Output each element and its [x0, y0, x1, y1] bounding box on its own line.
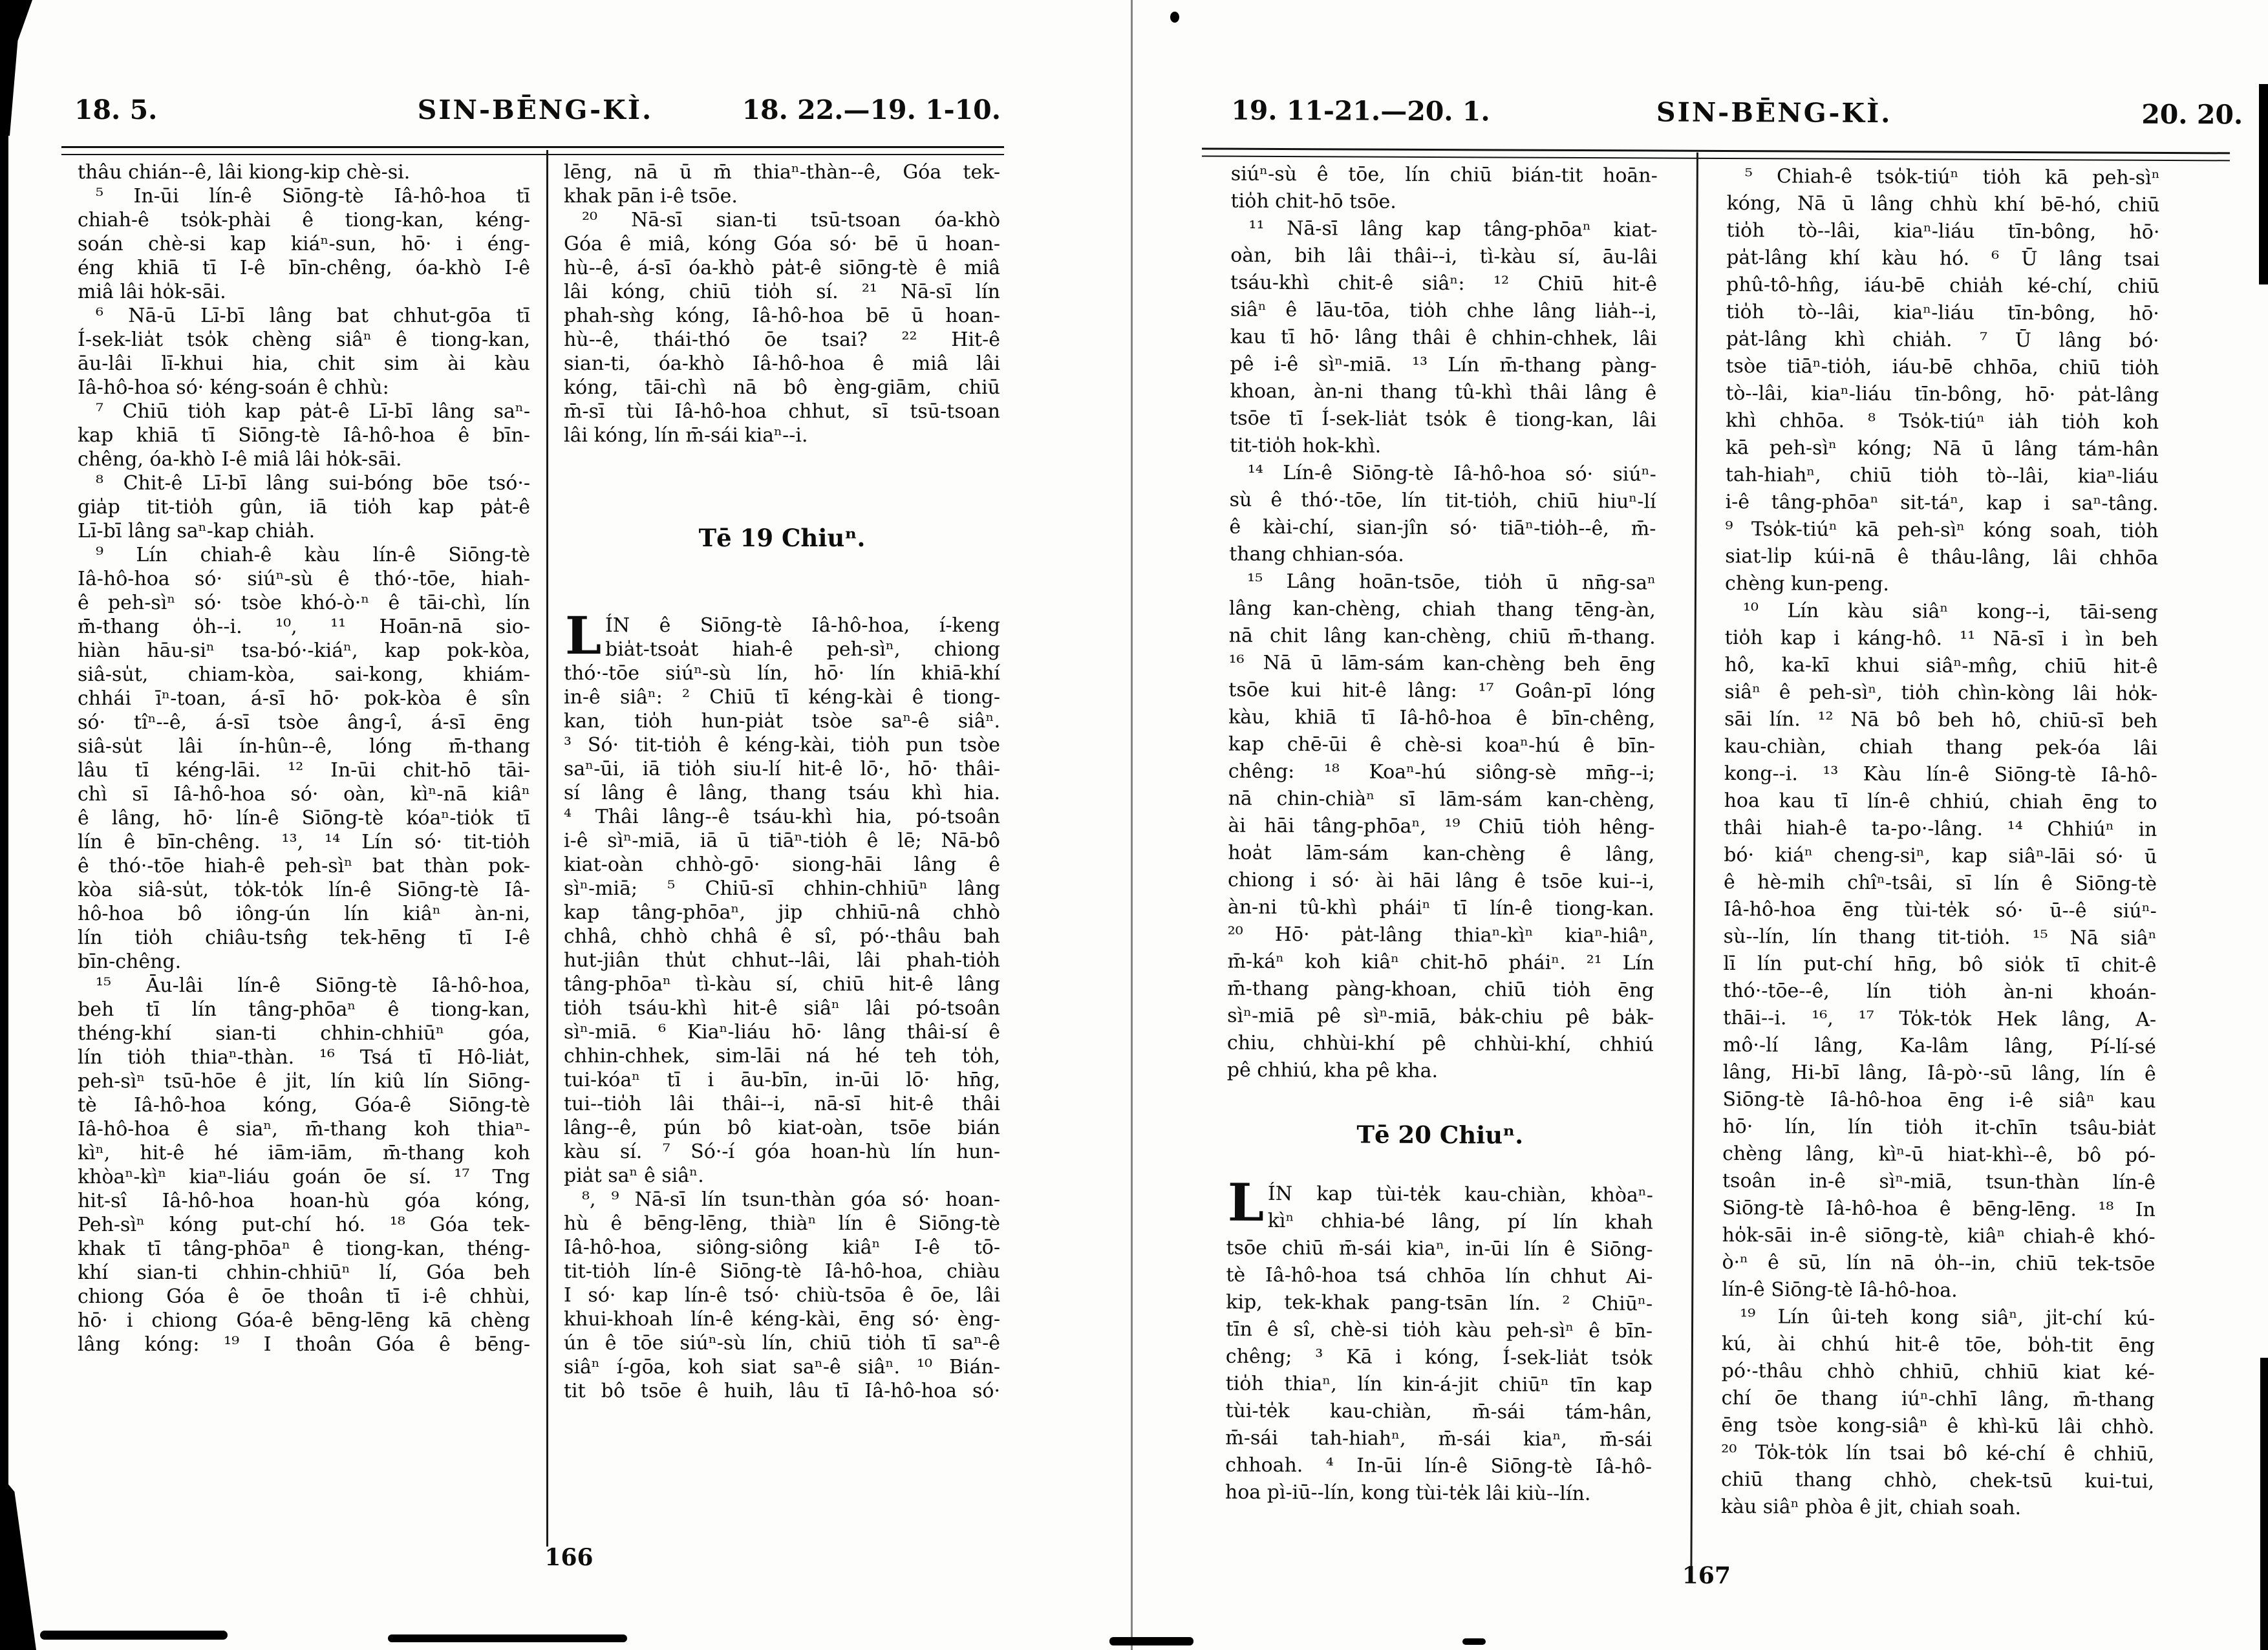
text-line: Iâ-hô-hoa ê siaⁿ, m̄-thang koh thiaⁿ- [78, 1118, 530, 1141]
text-line: m̄-sái tah-hiahⁿ, m̄-sái kiaⁿ, m̄-sái [1225, 1426, 1653, 1452]
text-line: Iâ-hô-hoa só· kéng-soán ê chhù: [78, 376, 389, 399]
text-column [564, 160, 1000, 1403]
text-line: chiah-ê tso̍k-phài ê tiong-kan, kéng- [78, 209, 530, 231]
text-line: ho̍k-sāi in-ê siōng-tè, kiâⁿ chiah-ê khó- [1722, 1223, 2156, 1248]
page-title: SIN-BĒNG-KÌ. [417, 94, 654, 125]
scan-artifact [40, 1631, 228, 1640]
text-line: chiong Góa ê ōe thoân tī i-ê chhùi, [78, 1285, 530, 1308]
header-left-reference: 18. 5. [74, 94, 158, 125]
text-line: kàu siâⁿ phòa ê ji̍t, chiah soah. [1720, 1495, 2022, 1520]
text-line: Siōng-tè Iâ-hô-hoa ê bēng-lēng. ¹⁸ In [1722, 1196, 2156, 1221]
page-number: 167 [1682, 1561, 1731, 1590]
text-line: phû-tô-hn̂g, iáu-bē chia̍h ké-chí, chiū [1726, 273, 2160, 298]
text-line: ⁸ Chit-ê Lī-bī lâng sui-bóng bōe tsó·- [96, 472, 530, 495]
text-line: mô·-lí lâng, Ka-lâm lâng, Pí-lí-sé [1722, 1033, 2157, 1058]
header-rule [61, 146, 1004, 148]
text-line: kau-chiàn, chiah thang pek-óa lâi [1724, 734, 2158, 760]
text-line: hō· i chiong Góa-ê bēng-lēng kā chèng [78, 1309, 530, 1332]
text-line: m̄-káⁿ koh kiâⁿ chit-hō pháiⁿ. ²¹ Lín [1227, 950, 1654, 975]
scan-artifact [0, 0, 8, 1650]
text-line: in-ê siâⁿ: ² Chiū tī kéng-kài ê tiong- [564, 686, 1000, 709]
text-line: ⁹ Tso̍k-tiúⁿ kā peh-sìⁿ kóng soah, tio̍h [1725, 517, 2159, 542]
text-line: hoa kau tī lín-ê chhiú, chiah ēng to [1724, 789, 2157, 814]
text-line: khí sian-ti chhin-chhiūⁿ lí, Góa beh [78, 1261, 530, 1284]
text-line: Iâ-hô-hoa ēng tùi-te̍k só· ū--ê siúⁿ- [1723, 897, 2157, 923]
text-line: m̄-thang o̍h--i. ¹⁰, ¹¹ Hoān-nā sio- [78, 616, 530, 638]
paragraph [1230, 215, 1658, 462]
text-line: ⁸, ⁹ Nā-sī lín tsun-thàn góa só· hoan- [582, 1188, 1000, 1211]
text-line: thâi hiah-ê ta-po·-lâng. ¹⁴ Chhiúⁿ in [1724, 816, 2157, 841]
text-line: ⁶ Nā-ū Lī-bī lâng bat chhut-gōa tī [96, 305, 530, 327]
text-line: siâ-su̍t, chiam-kòa, sai-kong, khiám- [78, 663, 530, 686]
text-line: théng-khí sian-ti chhin-chhiūⁿ góa, [78, 1022, 530, 1045]
text-line: m̄-thang pàng-khoan, chiū tio̍h ēng [1227, 977, 1654, 1002]
text-line: bīn-chêng. [78, 950, 182, 973]
text-line: hù--ê, á-sī óa-khò pa̍t-ê siōng-tè ê miâ [564, 257, 1000, 279]
text-line: ¹⁶ Nā ū lām-sám kan-chèng beh ēng [1228, 651, 1656, 676]
text-line: siâ-su̍t lâi ín-hûn--ê, lóng m̄-thang [78, 735, 530, 758]
text-line: kap khiā tī Siōng-tè Iâ-hô-hoa ê bīn- [78, 424, 530, 447]
text-line: tio̍h chit-hō tsōe. [1230, 189, 1396, 213]
text-line: kong--i. ¹³ Kàu lín-ê Siōng-tè Iâ-hô- [1724, 762, 2157, 787]
text-line: bia̍t-tsoa̍t hiah-ê peh-sìⁿ, chiong [605, 638, 1000, 661]
text-line: ⁵ Chiah-ê tso̍k-tiúⁿ tio̍h kā peh-sìⁿ [1744, 165, 2160, 189]
text-line: I só· kap lín-ê tsó· chiù-tsōa ê ōe, lâi [564, 1284, 1000, 1307]
scan-artifact [2259, 84, 2268, 284]
text-line: pa̍t-lâng khì chia̍h. ⁷ Ū lâng bó· [1726, 328, 2159, 352]
paragraph [78, 304, 530, 400]
text-line: kóng, tāi-chì nā bô èng-giām, chiū [564, 376, 1000, 399]
text-line: tīn ê sî, chè-si tio̍h kàu peh-sìⁿ ê bīn- [1225, 1318, 1653, 1343]
text-line: hō· lín, lín tio̍h it-chīn tsâu-bia̍t [1722, 1115, 2156, 1140]
text-line: hoa̍t lām-sám kan-chèng ê lâng, [1228, 841, 1655, 866]
text-line: ¹⁴ Lín-ê Siōng-tè Iâ-hô-hoa só· siúⁿ- [1247, 461, 1656, 486]
text-line: kòa siâ-su̍t, to̍k-to̍k lín-ê Siōng-tè Iâ- [78, 879, 530, 901]
page-number: 166 [544, 1544, 594, 1571]
header-rule [1202, 155, 2230, 161]
text-line: kìⁿ chhia-bé lâng, pí lín khah [1267, 1209, 1653, 1234]
text-line: tit-tio̍h lín-ê Siōng-tè Iâ-hô-hoa, chiàu [564, 1260, 1000, 1283]
text-line: kap tâng-phōaⁿ, jip chhiū-nâ chhò [564, 901, 1000, 924]
page-spine [1131, 0, 1133, 1650]
text-line: lín tio̍h thiaⁿ-thàn. ¹⁶ Tsá tī Hô-lia̍t, [78, 1046, 530, 1069]
text-line: ²⁰ To̍k-to̍k lín tsai bô ké-chí ê chhiū, [1721, 1441, 2155, 1466]
text-line: tui-kóaⁿ tī i āu-bīn, in-ūi lō· hn̄g, [564, 1069, 1000, 1091]
text-line: Peh-sìⁿ kóng put-chí hó. ¹⁸ Góa tek- [78, 1214, 530, 1236]
text-line: khoan, àn-ni thang tû-khì thâi lâng ê [1230, 380, 1657, 405]
text-line: ¹⁵ Lâng hoān-tsōe, tio̍h ū nn̄g-saⁿ [1247, 570, 1656, 595]
header-rule [61, 154, 1004, 155]
text-line: ¹¹ Nā-sī lâng kap tâng-phōaⁿ kiat- [1248, 217, 1658, 242]
text-line: Lī-bī lâng saⁿ-kap chia̍h. [78, 520, 316, 542]
text-line: tio̍h tò--lâi, kiaⁿ-liáu tīn-bông, hō· [1726, 219, 2160, 244]
text-line: ³ Só· tit-tio̍h ê kéng-kài, tio̍h pun tsòe [564, 734, 1000, 756]
text-line: chiū thang chhò, chek-tsū kui-tui, [1720, 1468, 2155, 1493]
text-line: tit-tio̍h hok-khì. [1229, 434, 1382, 458]
text-line: chì sī Iâ-hô-hoa só· oàn, kìⁿ-nā kiâⁿ [78, 783, 530, 806]
text-line: lâu tī kéng-lāi. ¹² In-ūi chit-hō tāi- [78, 759, 530, 782]
text-line: kau tī hō· lâng thâi ê chhin-chhek, lâi [1230, 325, 1657, 350]
text-line: khòaⁿ-kìⁿ kiaⁿ-liáu goán ōe sí. ¹⁷ Tng [78, 1166, 530, 1188]
text-line: kóng, Nā ū lâng chhù khí bē-hó, chiū [1726, 192, 2160, 217]
text-line: siat-li̍p kúi-nā ê thâu-lâng, lâi chhōa [1725, 544, 2159, 570]
text-line: ê lâng, hō· lín-ê Siōng-tè kóaⁿ-tio̍k tī [78, 807, 530, 830]
text-line: pê chhiú, kha pê kha. [1226, 1058, 1439, 1083]
text-line: Iâ-hô-hoa, siông-siông kiâⁿ I-ê tō- [564, 1236, 1000, 1259]
text-line: thó·-tōe--ê, lín tio̍h àn-ni khoán- [1723, 979, 2157, 1004]
paragraph [1229, 460, 1656, 570]
text-line: sìⁿ-miā. ⁶ Kiaⁿ-liáu hō· lâng thâi-sí ê [564, 1021, 1000, 1044]
text-line: siâⁿ ê peh-sìⁿ, tio̍h chìn-kòng lâi ho̍k- [1724, 680, 2158, 705]
text-line: tè Iâ-hô-hoa kóng, Góa-ê Siōng-tè [78, 1094, 530, 1117]
text-line: phah-sǹg kóng, Iâ-hô-hoa bē ū hoan- [564, 305, 1000, 327]
text-line: ¹⁹ Lín ûi-teh kong siâⁿ, ji̍t-chí kú- [1740, 1305, 2156, 1330]
text-line: kip, tek-khak pang-tsān lín. ² Chiūⁿ- [1226, 1291, 1653, 1316]
text-line: siâⁿ í-gōa, koh siat saⁿ-ê siâⁿ. ¹⁰ Bián- [564, 1356, 1000, 1378]
page-title: SIN-BĒNG-KÌ. [1656, 96, 1892, 129]
text-line: khak tī tâng-phōaⁿ ê tiong-kan, théng- [78, 1238, 530, 1260]
text-line: lín-ê Siōng-tè Iâ-hô-hoa. [1722, 1278, 1958, 1302]
text-line: tio̍h thiaⁿ, lín kin-á-jit chiūⁿ tīn kap [1225, 1372, 1653, 1397]
text-line: kìⁿ, hit-ê hé iām-iām, m̄-thang koh [78, 1142, 530, 1164]
chapter-heading: Tē 20 Chiuⁿ. [1356, 1120, 1524, 1150]
text-line: tsoân in-ê sìⁿ-miā, tsun-thàn lín-ê [1722, 1169, 2156, 1194]
header-right-reference: 20. 20. [2141, 98, 2243, 131]
text-line: tùi-te̍k kau-chiàn, m̄-sái tám-hân, [1225, 1399, 1653, 1424]
text-line: thó·-tōe siúⁿ-sù lín, hō· lín khiā-khí [564, 662, 1000, 685]
text-line: pê i-ê sìⁿ-miā. ¹³ Lín m̄-thang pàng- [1230, 352, 1657, 378]
text-line: Siōng-tè Iâ-hô-hoa ēng i-ê siâⁿ kau [1722, 1088, 2156, 1113]
text-column [1225, 161, 1658, 1508]
text-line: lī lín put-chí hn̄g, bô sio̍k tī chit-ê [1723, 952, 2157, 977]
text-line: ún ê tōe siúⁿ-sù lín, chiū tio̍h tī saⁿ-ê [564, 1332, 1000, 1355]
text-line: chhin-chhek, sim-lāi ná hé teh to̍h, [564, 1045, 1000, 1067]
text-line: sian-ti, óa-khò Iâ-hô-hoa ê miâ lâi [564, 352, 1000, 375]
right-page [1127, 0, 2268, 1650]
paragraph [1725, 163, 2160, 599]
text-line: sìⁿ-miā; ⁵ Chiū-sī chhin-chhiūⁿ lâng [564, 877, 1000, 900]
text-line: lâng kan-chèng, chiah thang tēng-àn, [1228, 597, 1656, 622]
text-line: ¹⁰ Lín kàu siâⁿ kong--i, tāi-seng [1742, 599, 2158, 624]
text-line: āu-lâi lī-khui hia, chit sim ài kàu [78, 352, 530, 375]
text-line: lín ê bīn-chêng. ¹³, ¹⁴ Lín só· tit-tio̍h [78, 831, 530, 853]
text-line: chêng; ³ Kā i kóng, Í-sek-lia̍t tso̍k [1225, 1345, 1653, 1370]
text-line: tui--tio̍h lâi thâi--i, nā-sī hit-ê thâi [564, 1093, 1000, 1115]
text-line: ÍN ê Siōng-tè Iâ-hô-hoa, í-keng [605, 614, 1000, 637]
text-line: ⁴ Thâi lâng--ê tsáu-khì hia, pó-tsoân [564, 806, 1000, 828]
paragraph [78, 184, 530, 304]
text-line: nā chit lâng kan-chèng, chiū m̄-thang. [1228, 624, 1656, 649]
text-line: soán chè-si kap kiáⁿ-sun, hō· i éng- [78, 233, 530, 255]
text-line: tah-hiahⁿ, chiū tio̍h tò--lâi, kiaⁿ-liáu [1725, 463, 2159, 488]
text-line: sí lâng ê lâng, thang tsáu khì hia. [564, 782, 1000, 804]
text-line: tio̍h tsáu-khì hit-ê siâⁿ lâi pó-tsoân [564, 997, 1000, 1020]
text-line: Iâ-hô-hoa só· siúⁿ-sù ê thó·-tōe, hiah- [78, 568, 530, 590]
text-column [78, 160, 530, 1356]
text-line: hù ê bēng-lēng, thiàⁿ lín ê Siōng-tè [564, 1212, 1000, 1235]
scan-artifact [2260, 1358, 2268, 1650]
text-line: kiat-oàn chhò-gō· siong-hāi lâng ê [564, 853, 1000, 876]
text-line: peh-sìⁿ tsū-hōe ê ji̍t, lín kiû lín Siōng- [78, 1070, 530, 1093]
text-line: khak pān i-ê tsōe. [564, 185, 738, 208]
text-line: hiàn hāu-siⁿ tsa-bó·-kiáⁿ, kap pok-kòa, [78, 639, 530, 662]
chapter-heading: Tē 19 Chiuⁿ. [698, 524, 866, 552]
text-line: chí ōe thang iúⁿ-chhī lâng, m̄-thang [1721, 1386, 2155, 1411]
paragraph [564, 208, 1000, 447]
scan-artifact [1170, 12, 1179, 23]
text-line: sù ê thó·-tōe, lín tit-tio̍h, chiū hiuⁿ-lí [1229, 488, 1656, 513]
paragraph [78, 400, 530, 471]
text-line: tsōe tī Í-sek-lia̍t tso̍k ê tiong-kan, lâi [1230, 407, 1657, 432]
text-line: ê thó·-tōe hiah-ê peh-sìⁿ bat thàn pok- [78, 855, 530, 877]
text-line: lâng, Hi-bī lâng, Iâ-pò·-sū lâng, lín ê [1722, 1060, 2156, 1086]
text-line: i-ê tâng-phōaⁿ sit-táⁿ, kap i saⁿ-tâng. [1725, 490, 2159, 515]
text-line: oàn, bih lâi thâi--i, tì-kàu sí, āu-lâi [1230, 244, 1658, 269]
text-line: tâng-phōaⁿ tì-kàu sí, chiū hit-ê lâng [564, 973, 1000, 996]
text-line: tsōe kui hit-ê lâng: ¹⁷ Goân-pī lóng [1228, 678, 1656, 703]
text-line: sāi lín. ¹² Nā bô beh hô, chiū-sī beh [1724, 707, 2158, 733]
text-line: sù--lín, lín thang tit-tio̍h. ¹⁵ Nā siâⁿ [1723, 925, 2157, 950]
text-line: àn-ni tû-khì pháiⁿ tī lín-ê tiong-kan. [1227, 895, 1654, 921]
header-rule [1202, 147, 2230, 154]
text-line: lâng kóng: ¹⁹ I thoân Góa ê bēng- [78, 1333, 530, 1356]
text-line: chhái īⁿ-toan, á-sī hō· pok-kòa ê sîn [78, 687, 530, 710]
text-line: ēng tsòe kong-siâⁿ ê khì-kū lâi chhò. [1721, 1413, 2155, 1439]
paragraph [564, 1188, 1000, 1403]
text-line: hut-jiân thu̍t chhut--lâi, lâi phah-tio̍h [564, 949, 1000, 972]
text-line: ÍN kap tùi-te̍k kau-chiàn, khòaⁿ- [1267, 1182, 1654, 1207]
paragraph [78, 543, 530, 974]
text-line: tsòe tiāⁿ-tio̍h, iáu-bē chhōa, chiū tio̍h [1726, 355, 2159, 380]
text-line: miâ lâi ho̍k-sāi. [78, 281, 226, 303]
text-line: ²⁰ Nā-sī sian-ti tsū-tsoan óa-khò [582, 209, 1000, 231]
text-line: ¹⁵ Āu-lâi lín-ê Siōng-tè Iâ-hô-hoa, [96, 974, 530, 997]
text-line: pó·-thâu chhò chhiū, chhiū kiat ké- [1721, 1359, 2155, 1384]
text-line: siâⁿ ê lāu-tōa, tio̍h chhe lâng lia̍h--i, [1230, 298, 1657, 323]
text-line: thang chhian-sóa. [1229, 542, 1404, 566]
text-line: kú, ài chhú hit-ê tōe, bo̍h-tit ēng [1721, 1332, 2156, 1357]
text-line: ⁵ In-ūi lín-ê Siōng-tè Iâ-hô-hoa tī [96, 185, 530, 208]
text-line: ⁷ Chiū tio̍h kap pa̍t-ê Lī-bī lâng saⁿ- [96, 400, 530, 423]
text-line: thāi--i. ¹⁶, ¹⁷ To̍k-to̍k Hek lâng, A- [1723, 1006, 2157, 1031]
text-line: chêng, óa-khò I-ê miâ lâi ho̍k-sāi. [78, 448, 402, 471]
text-line: hit-sî Iâ-hô-hoa hoan-hù góa kóng, [78, 1190, 530, 1212]
text-line: hù--ê, thái-thó ōe tsai? ²² Hit-ê [564, 328, 1000, 351]
text-line: lēng, nā ū m̄ thiaⁿ-thàn--ê, Góa tek- [564, 161, 1000, 184]
text-line: lín tio̍h chiâu-tsn̂g tek-hēng tī I-ê [78, 927, 530, 949]
paragraph [78, 471, 530, 543]
text-line: hoa pì-iū--lín, kong tùi-te̍k lâi kiù--lín. [1225, 1481, 1591, 1506]
chapter-opening-paragraph [564, 605, 1000, 1188]
drop-cap: L [1227, 1172, 1265, 1233]
scan-artifact [1109, 1637, 1193, 1645]
drop-cap: L [565, 605, 602, 666]
paragraph [564, 160, 1000, 208]
paragraph [78, 160, 530, 184]
text-line: ⁹ Lín chiah-ê kàu lín-ê Siōng-tè [96, 544, 530, 566]
text-line: thâu chián--ê, lâi kiong-kip chè-si. [78, 161, 411, 184]
paragraph [1721, 1303, 2155, 1523]
text-line: ò·ⁿ ê sū, lín nā o̍h--in, chiū tek-tsōe [1722, 1250, 2156, 1276]
text-line: m̄-sī tùi Iâ-hô-hoa chhut, sī tsū-tsoan [564, 400, 1000, 423]
column-divider [546, 150, 548, 1547]
text-line: hô-hoa bô iông-ún lín kiâⁿ àn-ni, [78, 903, 530, 925]
text-line: kàu sí. ⁷ Só·-í góa hoan-hù lín hun- [564, 1141, 1000, 1163]
text-line: ê hè-mi̍h chîⁿ-tsâi, sī lín ê Siōng-tè [1723, 870, 2157, 895]
text-line: tò--lâi, kiaⁿ-liáu tīn-bông, hō· pa̍t-lâng [1726, 381, 2159, 407]
text-line: siúⁿ-sù ê tōe, lín chiū bián-tit hoān- [1230, 162, 1658, 188]
text-line: chiong i só· ài hāi lâng ê tsōe kui--i, [1227, 868, 1655, 894]
text-line: ê kài-chí, sian-jîn só· tiāⁿ-tio̍h--ê, m̄- [1229, 515, 1656, 541]
paragraph [1231, 161, 1658, 217]
text-line: chhoah. ⁴ In-ūi lín-ê Siōng-tè Iâ-hô- [1225, 1453, 1653, 1479]
text-line: beh tī lín tâng-phōaⁿ ê tiong-kan, [78, 998, 530, 1021]
text-line: éng khiā tī I-ê bīn-chêng, óa-khò I-ê [78, 257, 530, 279]
text-line: hô, ka-kī khui siâⁿ-mn̂g, chiū hit-ê [1724, 653, 2158, 678]
scan-artifact [1462, 1638, 1486, 1645]
text-line: tsáu-khì chit-ê siâⁿ: ¹² Chiū hit-ê [1230, 271, 1658, 296]
paragraph [1227, 568, 1656, 1086]
text-line: pa̍t-lâng khí kàu hó. ⁶ Ū lâng tsai [1726, 246, 2160, 271]
text-line: chèng kun-peng. [1724, 572, 1890, 596]
text-line: kan, tio̍h hun-pia̍t tsòe saⁿ-ê siâⁿ. [564, 710, 1000, 733]
chapter-opening-paragraph [1225, 1172, 1654, 1508]
text-line: chèng lâng, kìⁿ-ū hiat-khì--ê, bô pó- [1722, 1142, 2156, 1167]
text-line: bó· kiáⁿ cheng-siⁿ, kap siâⁿ-lāi só· ū [1724, 843, 2157, 868]
text-line: tio̍h tò--lâi, kiaⁿ-liáu tīn-bông, hō· [1726, 301, 2159, 325]
text-line: só· tîⁿ--ê, á-sī tsòe âng-î, á-sī ēng [78, 711, 530, 734]
text-line: lâi kóng, lín m̄-sái kiaⁿ--i. [564, 424, 808, 447]
header-right-reference: 18. 22.—19. 1-10. [742, 94, 1001, 125]
text-line: saⁿ-ūi, iā tio̍h siu-lí hit-ê lō·, hō· thâi- [564, 758, 1000, 780]
text-line: ài hāi tâng-phōaⁿ, ¹⁹ Chiū tio̍h hêng- [1228, 814, 1655, 839]
text-line: chiu, chhùi-khí pê chhùi-khí, chhiú [1226, 1031, 1654, 1056]
text-line: ²⁰ Hō· pa̍t-lâng thiaⁿ-kìⁿ kiaⁿ-hiâⁿ, [1227, 923, 1654, 948]
text-line: Í-sek-lia̍t tso̍k chèng siâⁿ ê tiong-kan, [78, 328, 530, 351]
column-divider [1690, 153, 1698, 1569]
text-line: ê peh-sìⁿ só· tsòe khó-ò·ⁿ ê tāi-chì, lín [78, 592, 530, 614]
text-line: nā chin-chiàⁿ sī lām-sám kan-chèng, [1228, 787, 1655, 812]
text-line: kap chē-ūi ê chè-si koaⁿ-hú ê bīn- [1228, 733, 1656, 758]
text-line: pia̍t saⁿ ê siâⁿ. [564, 1164, 704, 1187]
text-line: lâi kóng, chiū tio̍h sí. ²¹ Nā-sī lín [564, 281, 1000, 303]
text-line: tit bô tsōe ê huih, lâu tī Iâ-hô-hoa só· [564, 1380, 1000, 1402]
text-line: sìⁿ-miā pê sìⁿ-miā, ba̍k-chiu pê ba̍k- [1227, 1004, 1654, 1029]
header-left-reference: 19. 11-21.—20. 1. [1231, 94, 1490, 127]
text-line: tsōe chiū m̄-sái kiaⁿ, in-ūi lín ê Siōng- [1226, 1236, 1653, 1261]
text-line: khui-khoah lín-ê kéng-kài, ēng só· èng- [564, 1308, 1000, 1331]
text-line: lâng--ê, pún bô kiat-oàn, tsōe bián [564, 1117, 1000, 1139]
scan-artifact [388, 1634, 627, 1642]
text-line: chhâ, chhò chhâ ê sî, pó·-thâu bah [564, 925, 1000, 948]
text-line: gia̍p tit-tio̍h gûn, iā tio̍h kap pa̍t-ê [78, 496, 530, 519]
text-line: kā peh-sìⁿ kóng; Nā ū lâng tám-hân [1725, 436, 2159, 461]
text-line: i-ê sìⁿ-miā, iā ū tiāⁿ-tio̍h ê lē; Nā-bô [564, 830, 1000, 852]
text-line: tè Iâ-hô-hoa tsá chhōa lín chhut Ai- [1226, 1263, 1653, 1289]
paragraph [78, 974, 530, 1356]
text-line: khì chhōa. ⁸ Tso̍k-tiúⁿ ia̍h tio̍h koh [1726, 409, 2159, 434]
text-line: chêng: ¹⁸ Koaⁿ-hú siông-sè mn̄g--i; [1228, 760, 1655, 785]
text-line: Góa ê miâ, kóng Góa só· bē ū hoan- [564, 233, 1000, 255]
text-column [1721, 163, 2160, 1523]
text-line: kàu, khiā tī Iâ-hô-hoa ê bīn-chêng, [1228, 705, 1656, 731]
text-line: tio̍h kap i káng-hô. ¹¹ Nā-sī i ìn beh [1724, 626, 2158, 651]
paragraph [1722, 597, 2158, 1305]
